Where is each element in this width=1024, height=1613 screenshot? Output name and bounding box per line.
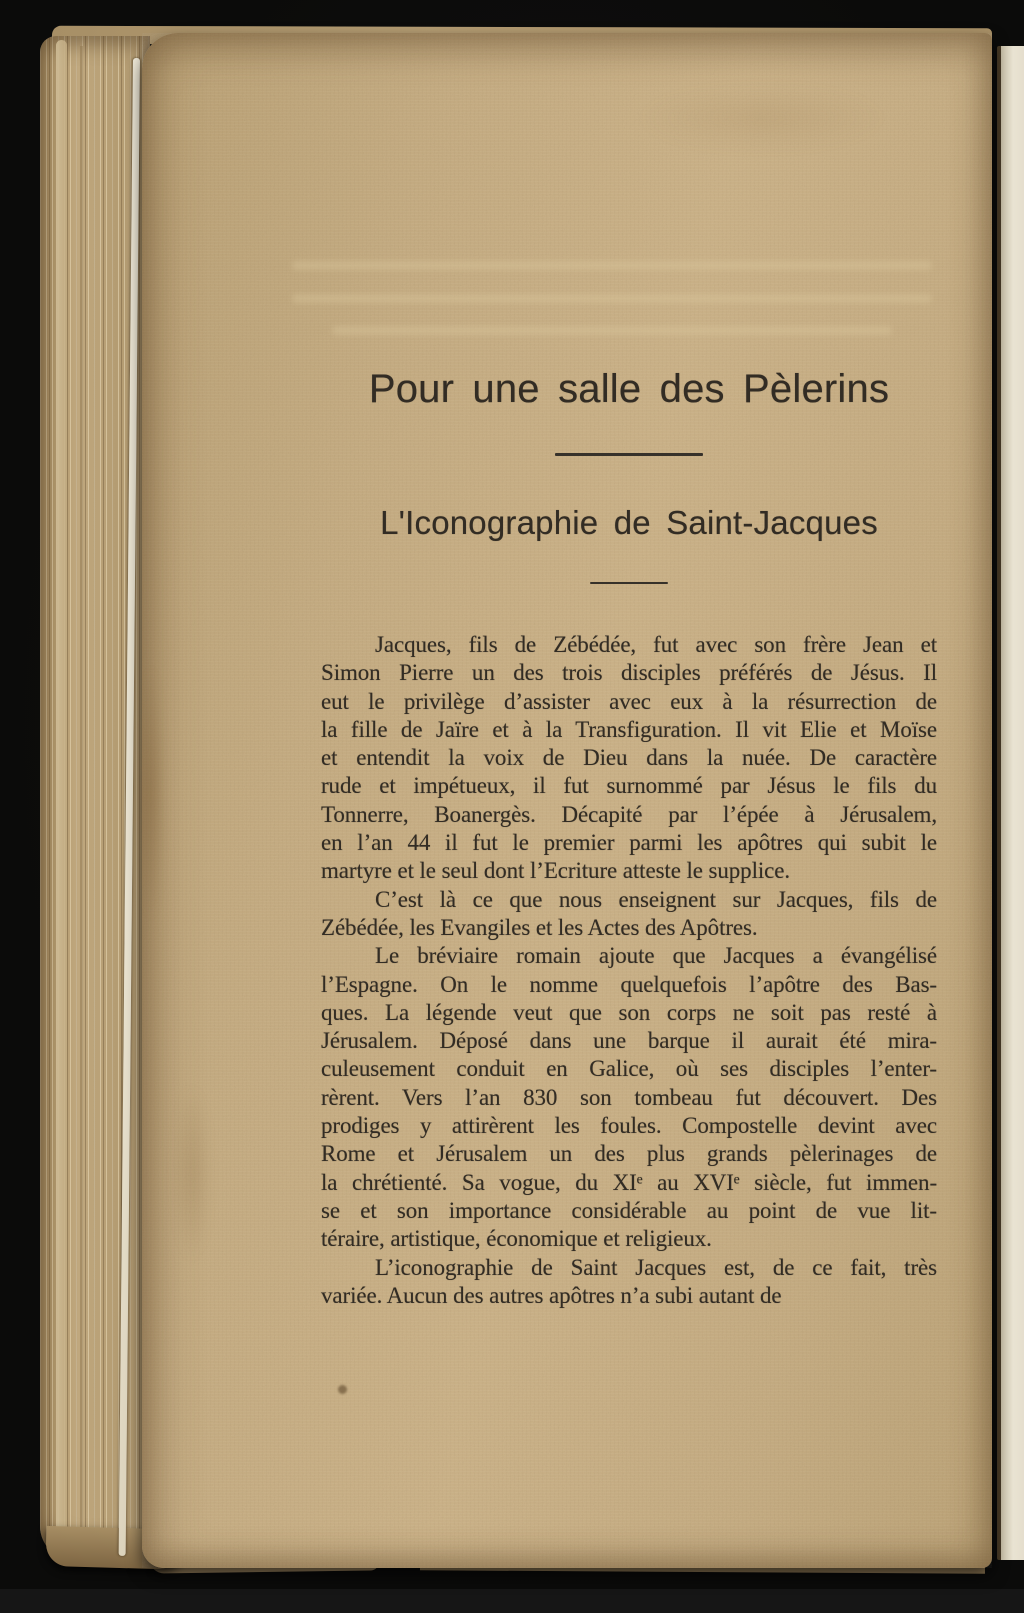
page-subtitle: L'Iconographie de Saint-Jacques	[380, 504, 878, 541]
next-page-edge	[997, 46, 1024, 1560]
text-line: variée. Aucun des autres apôtres n’a subi autant de	[321, 1282, 782, 1308]
text-line: Tonnerre, Boanergès. Décapité par l’épée à Jérusalem,	[321, 801, 937, 827]
text-line: L’iconographie de Saint Jacques est, de ce fait, très	[375, 1254, 937, 1280]
text-line: Jacques, fils de Zébédée, fut avec son frère Jean et	[375, 632, 937, 657]
text-line: prodiges y attirèrent les foules. Compostelle devint avec	[321, 1113, 937, 1139]
text-line: Jérusalem. Déposé dans une barque il aurait été mira-	[321, 1028, 937, 1054]
text-line: Rome et Jérusalem un des plus grands pèlerinages de	[321, 1141, 937, 1167]
text-line: la chrétienté. Sa vogue, du XIᵉ au XVIᵉ siècle, fut immen-	[321, 1169, 937, 1195]
subtitle-divider	[590, 582, 668, 584]
text-line: la fille de Jaïre et à la Transfiguration. Il vit Elie et Moïse	[321, 716, 937, 742]
text-line: et entendit la voix de Dieu dans la nuée. De caractère	[321, 745, 937, 771]
text-line: rèrent. Vers l’an 830 son tombeau fut découvert. Des	[321, 1084, 937, 1110]
paper-stain	[172, 1083, 212, 1263]
text-line: l’Espagne. On le nomme quelquefois l’apôtre des Bas-	[321, 971, 937, 997]
text-line: téraire, artistique, économique et religieux.	[321, 1226, 712, 1252]
text-line: C’est là ce que nous enseignent sur Jacques, fils de	[375, 886, 937, 912]
text-line: Zébédée, les Evangiles et les Actes des Apôtres.	[321, 914, 758, 940]
page-edge-line	[56, 40, 67, 1552]
book-page	[142, 33, 992, 1568]
text-line: culeusement conduit en Galice, où ses disciples l’enter-	[321, 1056, 937, 1082]
title-divider	[555, 453, 703, 456]
text-column	[321, 33, 937, 1568]
body-text	[321, 631, 937, 1310]
table-shadow	[0, 1589, 1024, 1613]
page-title: Pour une salle des Pèlerins	[368, 367, 890, 411]
text-line: Simon Pierre un des trois disciples préférés de Jésus. Il	[321, 660, 937, 686]
text-line: se et son importance considérable au point de vue lit-	[321, 1197, 937, 1223]
text-line: Le bréviaire romain ajoute que Jacques a évangélisé	[375, 943, 937, 969]
text-line: en l’an 44 il fut le premier parmi les apôtres qui subit le	[321, 830, 937, 856]
text-line: rude et impétueux, il fut surnommé par Jésus le fils du	[321, 773, 937, 799]
text-line: martyre et le seul dont l’Ecriture atteste le supplice.	[321, 858, 791, 884]
text-line: eut le privilège d’assister avec eux à la résurrection de	[321, 688, 937, 714]
page-edge-line	[80, 46, 83, 1546]
text-line: ques. La légende veut que son corps ne soit pas resté à	[321, 999, 937, 1025]
